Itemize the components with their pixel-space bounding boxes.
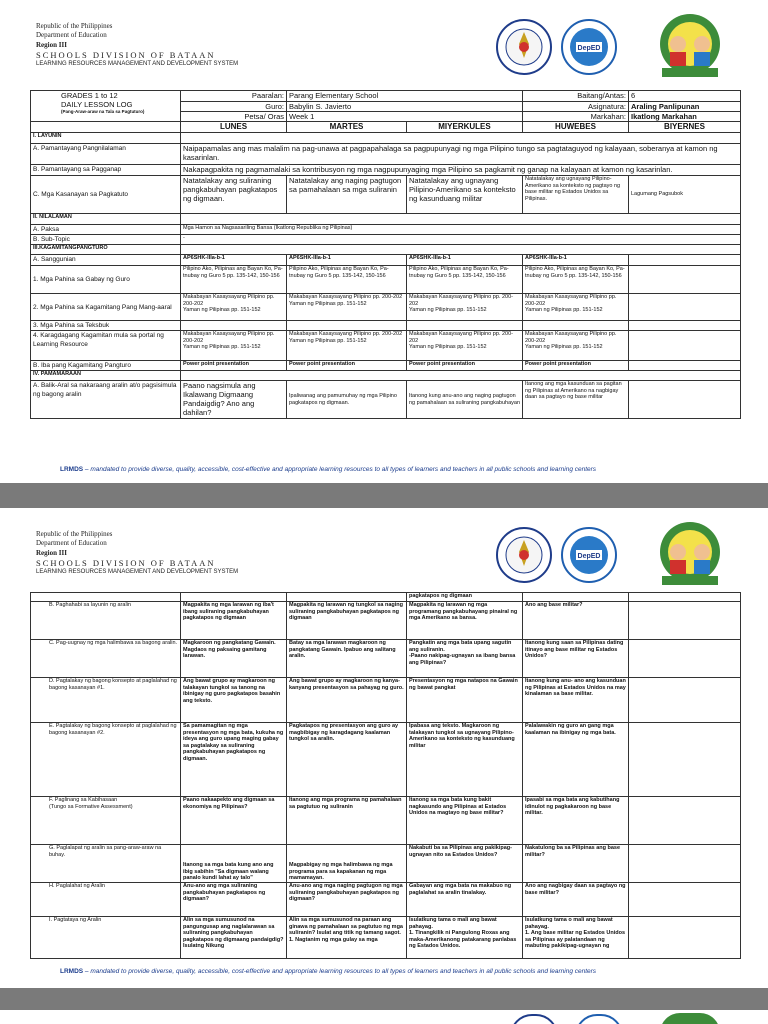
paglinang-tuesday: Itanong ang mga programa ng pamahalaan sa pagtutuo ng suliranin (287, 797, 407, 845)
mag-thursday-line2: Yaman ng Pilipinas pp. 151-152 (525, 307, 603, 314)
lr-tuesday-line1: Makabayan Kasaysayang Pilipino pp. 200-202 (289, 331, 403, 337)
deped-bataan-logo (560, 526, 618, 584)
republic-text: Republic of the Philippines (36, 530, 113, 538)
lr-monday (181, 331, 287, 361)
row-label-pagtalakay-2: E. Pagtalakay ng bagong konsepto at paglalahad ng bagong kasanayan #2. (31, 723, 181, 797)
log-title: DAILY LESSON LOG (61, 100, 133, 109)
row-label-pagtataya: I. Pagtataya ng Aralin (31, 917, 181, 959)
pagtalakay-2-monday: Sa pamamagitan ng mga presentasyon ng mga bata, kukuha ng ideya ang guro upang maging gabay sa pagtalakay sa suliraning pangkabuhayan pagkatapos ng digmaan. (181, 723, 287, 797)
footer-mandate (60, 466, 596, 473)
row-label-kagamitang-mag-aaral: 2. Mga Pahina sa Kagamitang Pang Mang-aaral (31, 294, 181, 321)
quarter-value: Ikatlong Markahan (629, 112, 741, 122)
paglalahat-wednesday: Gabayan ang mga bata na makabuo ng paglalahat sa aralin tinalakay. (407, 883, 523, 917)
subject-value: Araling Panlipunan (629, 102, 741, 112)
region-text: Region III (36, 549, 67, 557)
paghahabi-wednesday: Magpakita ng larawan ng mga programang pangkabuhayang pinairal ng mga Amerikano sa bansa. (407, 602, 523, 640)
row-label-paksa: A. Paksa (31, 225, 181, 235)
paglinang-wednesday: Itanong sa mga bata kung bakit nagkasundo ang Pilipinas at Estados Unidos na magtayo ng base militar? (407, 797, 523, 845)
lrmds-text: LEARNING RESOURCES MANAGEMENT AND DEVELOPMENT SYSTEM (36, 61, 239, 67)
lrmds-text: LEARNING RESOURCES MANAGEMENT AND DEVELOPMENT SYSTEM (36, 569, 239, 575)
lr-wednesday-line1: Makabayan Kasaysayang Pilipino pp. 200-202 (409, 331, 513, 344)
balik-tuesday: Ipaliwanag ang pamumuhay ng mga Pilipino pagkatapos ng digmaan. (287, 381, 407, 419)
gabay-thursday: Pilipino Ako, Pilipinas ang Bayan Ko, Pa-tnubay ng Guro 5 pp. 135-142, 150-156 (523, 266, 629, 294)
deped-seal-logo (495, 18, 553, 76)
lr-tuesday (287, 331, 407, 361)
mag-tuesday-line2: Yaman ng Pilipinas pp. 151-152 (289, 300, 367, 307)
footer-text: – mandated to provide diverse, quality, accessible, cost-effective and appropriate learning resources to all types of learners and teachers in all public schools and learning centers (83, 968, 597, 975)
kasanayan-friday: Lagumang Pagsubok (629, 176, 741, 214)
quarter-label: Markahan: (523, 112, 629, 122)
row-label-pamantayang-pangnilalaman: A. Pamantayang Pangnilalaman (31, 144, 181, 165)
lr-monday-line2: Yaman ng Pilipinas pp. 151-152 (183, 344, 261, 351)
row-label-paglinang: F. Paglinang sa Kabihasaan (Tungo sa Formative Assessment) (31, 797, 181, 845)
days-header-row (31, 122, 741, 133)
mag-tuesday-line1: Makabayan Kasaysayang Pilipino pp. 200-202 (289, 294, 403, 300)
kasanayan-monday: Natatalakay ang suliraning pangkabuhayan pagkatapos ng digmaan. (181, 176, 287, 214)
pagtalakay-2-thursday: Palalawakin ng guro an gang mga kaalaman na ibinigay ng mga bata. (523, 723, 629, 797)
lr-thursday (523, 331, 629, 361)
day-wednesday: MIYERKULES (407, 122, 523, 133)
deped-seal-logo (495, 526, 553, 584)
grade-value: 6 (629, 91, 741, 102)
footer-text: – mandated to provide diverse, quality, accessible, cost-effective and appropriate learning resources to all types of learners and teachers in all public schools and learning centers (83, 466, 597, 473)
pagtalakay-1-thursday: Itanong kung anu- ano ang kasunduan ng Pilipinas at Estados Unidos na may kinalaman sa base militar. (523, 678, 629, 723)
lr-monday-line1: Makabayan Kasaysayang Pilipino pp. 200-202 (183, 331, 275, 344)
log-subtitle: (Pang-Araw-araw na Tala sa Pagtuturo) (61, 109, 145, 114)
page-gap-2 (0, 988, 768, 1010)
section-pamamaraan: IV. PAMAMARAAN (31, 371, 181, 381)
row-label-learning-resource: 4. Karagdagang Kagamitan mula sa portal ng Learning Resource (31, 331, 181, 361)
paghahabi-thursday: Ano ang base militar? (523, 602, 629, 640)
mag-wednesday (407, 294, 523, 321)
gabay-tuesday: Pilipino Ako, Pilipinas ang Bayan Ko, Pa-tnubay ng Guro 5 pp. 135-142, 150-156 (287, 266, 407, 294)
mag-wednesday-line1: Makabayan Kasaysayang Pilipino pp. 200-202 (409, 294, 513, 307)
section-nilalaman: II. NILALAMAN (31, 214, 181, 225)
republic-text: Republic of the Philippines (36, 22, 113, 30)
deped-seal-logo (510, 1014, 558, 1024)
pag-uugnay-monday: Magkaroon ng pangkatang Gawain. Magdaos ng paksaing gamitang larawan. (181, 640, 287, 678)
department-text: Department of Education (36, 31, 107, 39)
teacher-value: Babylin S. Javierto (287, 102, 523, 112)
day-monday: LUNES (181, 122, 287, 133)
iba-thursday: Power point presentation (523, 361, 629, 371)
paglinang-thursday: Ipasabi sa mga bata ang kabutihang idinulot ng pagkakaroon ng base militar. (523, 797, 629, 845)
daily-lesson-log-table (30, 90, 741, 419)
paglalahat-thursday: Ano ang nagbigay daan sa pagtayo ng base militar? (523, 883, 629, 917)
section-layunin: I. LAYUNIN (31, 133, 181, 144)
svg-text:DepED: DepED (577, 553, 601, 560)
paksa-text: Mga Hamon sa Nagsasariling Bansa (Ikatlong Republika ng Pilipinas) (181, 225, 741, 235)
paglalahat-tuesday: Anu-ano ang mga naging pagtugon ng mga suliraning pangkabuhayan pagkatapos ng digmaan? (287, 883, 407, 917)
pagtalakay-1-monday: Ang bawat grupo ay magkaroon ng talakayan tungkol sa tanong na ibinigay ng guro pagkatapos basahin ang teksto. (181, 678, 287, 723)
row-label-balik-aral: A. Balik-Aral sa nakaraang aralin at/o pagsisimula ng bagong aralin (31, 381, 181, 419)
lrmds-bataan-logo (640, 522, 740, 588)
footer-brand: LRMDS (60, 968, 84, 975)
pamantayang-pagganap-text: Nakapagpakita ng pagmamalaki sa kontribusyon ng mga nagpupunyaging mga Pilipino sa pagkamit ng ganap na kalayaan at kamon ng kasarinlan. (181, 165, 741, 176)
division-text: SCHOOLS DIVISION OF BATAAN (36, 558, 216, 568)
row-label-sanggunian: A. Sanggunian (31, 255, 181, 266)
iba-tuesday: Power point presentation (287, 361, 407, 371)
daily-lesson-log-table-continued (30, 592, 741, 959)
lr-thursday-line2: Yaman ng Pilipinas pp. 151-152 (525, 344, 603, 351)
pagtataya-monday: Alin sa mga sumusunod na pangungusap ang naglalarawan sa suliraning pangkabuhayan pagkatapos ng digmaang pandaigdig? Isulatng Nikung (181, 917, 287, 959)
pagtataya-wednesday: Isulatkung tama o mali ang bawat pahayag. 1. Tinangkilik ni Pangulong Roxas ang maka-Amerikanong patakarang panlabas ng Estados Unidos. (407, 917, 523, 959)
mag-thursday (523, 294, 629, 321)
svg-text:DepED: DepED (577, 45, 601, 52)
mag-monday-line1: Makabayan Kasaysayang Pilipino pp. 200-202 (183, 294, 275, 307)
row-label-iba-pang-kagamitan: B. Iba pang Kagamitang Pangturo (31, 361, 181, 371)
teacher-label: Guro: (181, 102, 287, 112)
lr-wednesday-line2: Yaman ng Pilipinas pp. 151-152 (409, 344, 487, 351)
row-label-paghahabi: B. Paghahabi sa layunin ng aralin (31, 602, 181, 640)
mag-thursday-line1: Makabayan Kasaysayang Pilipino pp. 200-202 (525, 294, 617, 307)
row-label-paglalahat: H. Paglalahat ng Aralin (31, 883, 181, 917)
pagtalakay-1-wednesday: Presentasyon ng mga natapos na Gawain ng bawat pangkat (407, 678, 523, 723)
section-kagamitan: III.KAGAMITANGPANGTURO (31, 245, 181, 255)
row-label-gabay-guro: 1. Mga Pahina sa Gabay ng Guro (31, 266, 181, 294)
kasanayan-tuesday: Natatalakay ang naging pagtugon sa pamahalaan sa mga suliranin (287, 176, 407, 214)
gabay-wednesday: Pilipino Ako, Pilipinas ang Bayan Ko, Pa-tnubay ng Guro 5 pp. 135-142, 150-156 (407, 266, 523, 294)
letterhead (36, 530, 238, 576)
mag-monday (181, 294, 287, 321)
department-text: Department of Education (36, 539, 107, 547)
document-page-1 (0, 0, 768, 483)
school-value: Parang Elementary School (287, 91, 523, 102)
code-wednesday: AP6SHK-IIIa-b-1 (407, 255, 523, 266)
paglalapat-monday: Itanong sa mga bata kung ano ang ibig sabihin "Sa digmaan walang panalo kundi lahat ay talo" (181, 845, 287, 883)
row-label-pag-uugnay: C. Pag-uugnay ng mga halimbawa sa bagong aralin. (31, 640, 181, 678)
lrmds-bataan-logo (660, 1013, 720, 1024)
kasanayan-thursday: Natatalakay ang ugnayang Pilipino-Amerikano sa konteksto ng pagtayo ng base militar ng Estados Unidos sa Pilipinas. (523, 176, 629, 214)
paglalapat-wednesday: Nakabuti ba sa Pilipinas ang pakikipag-ugnayan nito sa Estados Unidos? (407, 845, 523, 883)
iba-wednesday: Power point presentation (407, 361, 523, 371)
day-thursday: HUWEBES (523, 122, 629, 133)
subject-label: Asignatura: (523, 102, 629, 112)
paglalahat-monday: Anu-ano ang mga suliraning pangkabuhayan pagkatapos ng digmaan? (181, 883, 287, 917)
page-gap (0, 483, 768, 508)
paghahabi-monday: Magpakita ng mga larawan ng iba't ibang suliraning pangkabuhayan pagkatapos ng digmaan (181, 602, 287, 640)
balik-thursday: Itanong ang mga kasunduan sa pagitan ng Pilipinas at Amerikano na nagbigay daan sa pagtayo ng base militar (523, 381, 629, 419)
date-value: Week 1 (287, 112, 523, 122)
row-label-pagtalakay-1: D. Pagtalakay ng bagong konsepto at paglalahad ng bagong kasanayan #1. (31, 678, 181, 723)
day-friday: BIYERNES (629, 122, 741, 133)
lr-tuesday-line2: Yaman ng Pilipinas pp. 151-152 (289, 337, 367, 344)
code-monday: AP6SHK-IIIa-b-1 (181, 255, 287, 266)
lrmds-bataan-logo (640, 14, 740, 80)
pamantayang-pangnilalaman-text: Naipapamalas ang mas malalim na pag-unawa at pagpapahalaga sa pagpupunyagi ng mga Pilipino tungo sa pagtataguyod ng kalayaan, soberanya at kamon ng kasarinlan. (181, 144, 741, 165)
row-label-kasanayan: C. Mga Kasanayan sa Pagkatuto (31, 176, 181, 214)
balik-monday: Paano nagsimula ang Ikalawang Digmaang Pandaigdig? Ano ang dahilan? (181, 381, 287, 419)
balik-wednesday: Itanong kung anu-ano ang naging pagtugon ng pamahalaan sa suliraning pangkabuhayan (407, 381, 523, 419)
lr-thursday-line1: Makabayan Kasaysayang Pilipino pp. 200-202 (525, 331, 617, 344)
gabay-monday: Pilipino Ako, Pilipinas ang Bayan Ko, Pa-tnubay ng Guro 5 pp. 135-142, 150-156 (181, 266, 287, 294)
day-tuesday: MARTES (287, 122, 407, 133)
letterhead (36, 22, 238, 68)
pag-uugnay-tuesday: Batay sa mga larawan magkaroon ng pangkatang Gawain. Ipabuo ang salitang aralin. (287, 640, 407, 678)
deped-bataan-logo (560, 18, 618, 76)
pag-uugnay-wednesday: Pangkatin ang mga bata upang sagutin ang suliranin. -Paano nakipag-ugnayan sa ibang bansa ang Pilipinas? (407, 640, 523, 678)
cont-wednesday: pagkatapos ng digmaan (407, 593, 523, 602)
pagtalakay-1-tuesday: Ang bawat grupo ay magkaroon ng kanya-kanyang presentasyon sa pahayag ng guro. (287, 678, 407, 723)
footer-mandate-2 (60, 968, 596, 975)
pagtataya-thursday: Isulatkung tama o mali ang bawat pahayag. 1. Ang base militar ng Estados Unidos sa Pilipinas ay palatandaan ng mabuting pakikipag-ugnayan ng (523, 917, 629, 959)
grade-label: Baitang/Antas: (523, 91, 629, 102)
paglalapat-thursday: Nakatulong ba sa Pilipinas ang base militar? (523, 845, 629, 883)
row-label-paglalapat: G. Paglalapat ng aralin sa pang-araw-araw na buhay. (31, 845, 181, 883)
pagtalakay-2-wednesday: Ipabasa ang teksto. Magkaroon ng talakayan tungkol sa ugnayang Pilipino- Amerikano sa konteksto ng kasunduang militar (407, 723, 523, 797)
row-label-teksbuk: 3. Mga Pahina sa Teksbuk (31, 321, 181, 331)
mag-monday-line2: Yaman ng Pilipinas pp. 151-152 (183, 307, 261, 314)
grades-text: GRADES 1 to 12 (61, 91, 118, 100)
mag-tuesday (287, 294, 407, 321)
school-label: Paaralan: (181, 91, 287, 102)
iba-monday: Power point presentation (181, 361, 287, 371)
date-label: Petsa/ Oras (181, 112, 287, 122)
mag-wednesday-line2: Yaman ng Pilipinas pp. 151-152 (409, 307, 487, 314)
code-tuesday: AP6SHK-IIIa-b-1 (287, 255, 407, 266)
division-text: SCHOOLS DIVISION OF BATAAN (36, 50, 216, 60)
region-text: Region III (36, 41, 67, 49)
paghahabi-tuesday: Magpakita ng larawan ng tungkol sa naging suliraning pangkabuhayan pagkatapos ng digmaan (287, 602, 407, 640)
row-label-pamantayang-pagganap: B. Pamantayang sa Pagganap (31, 165, 181, 176)
deped-bataan-logo (575, 1014, 623, 1024)
document-page-3 (0, 1010, 768, 1024)
pagtataya-tuesday: Alin sa mga sumusunod na paraan ang ginawa ng pamahalaan sa pagtutuo ng mga suliranin? Isulat ang titik ng tamang sagot. 1. Nagtanim ng mga gulay sa mga (287, 917, 407, 959)
footer-brand: LRMDS (60, 466, 84, 473)
paglalapat-tuesday: Magpabigay ng mga halimbawa ng mga programa para sa kapakanan ng mga mamamayan. (287, 845, 407, 883)
code-thursday: AP6SHK-IIIa-b-1 (523, 255, 629, 266)
sub-topic-text: - (181, 235, 741, 245)
lr-wednesday (407, 331, 523, 361)
log-title-cell (31, 91, 181, 122)
kasanayan-wednesday: Natatalakay ang ugnayang Pilipino-Amerikano sa konteksto ng kasunduang militar (407, 176, 523, 214)
pag-uugnay-thursday: Itanong kung saan sa Pilipinas dating itinayo ang base militar ng Estados Unidos? (523, 640, 629, 678)
paglinang-monday: Paano nakaapekto ang digmaan sa ekonomiya ng Pilipinas? (181, 797, 287, 845)
pagtalakay-2-tuesday: Pagkatapos ng presentasyon ang guro ay magbibigay ng karagdagang kaalaman tungkol sa aralin. (287, 723, 407, 797)
row-label-sub-topic: B. Sub-Topic (31, 235, 181, 245)
